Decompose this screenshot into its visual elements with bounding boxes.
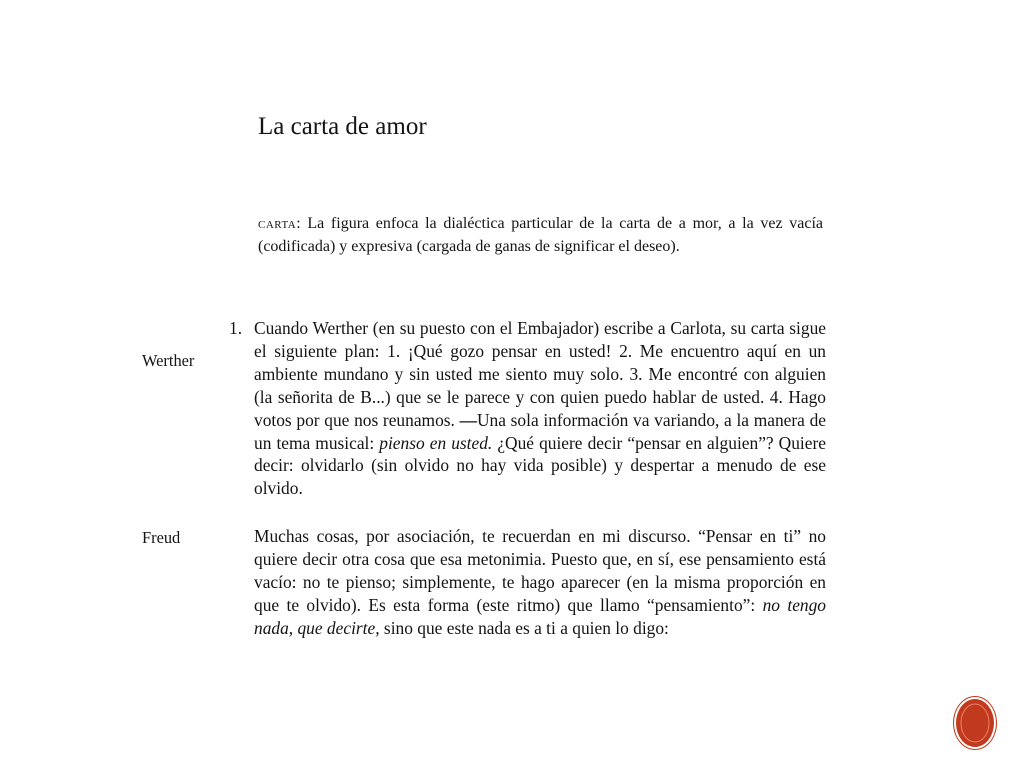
paragraph-werther-text-3: ¿Qué quiere decir “pensar en alguien”? Quiere decir: olvidarlo (sin olvido no hay vida posible) y despertar a menudo de ese olvido.: [254, 432, 826, 499]
definition-text: La figura enfoca la dialéctica particular de la carta de a mor, a la vez vacía (codificada) y expresiva (cargada de ganas de significar el deseo).: [258, 215, 823, 255]
next-slide-button[interactable]: [956, 699, 994, 747]
definition-paragraph: [258, 212, 823, 258]
paragraph-freud: [254, 525, 826, 640]
red-circle-button-icon: [956, 699, 994, 747]
paragraph-freud-italic: no tengo nada, que decirte,: [254, 594, 827, 638]
paragraph-werther-italic: pienso en usted.: [379, 432, 493, 453]
paragraph-werther-text-1: Cuando Werther (en su puesto con el Embajador) escribe a Carlota, su carta sigue el siguiente plan: 1. ¡Qué gozo pensar en usted! 2. Me encuentro aquí en un ambiente mundano y sin usted me siento muy solo. 3. Me encontré con alguien (la señorita de B...) que se le parece y con quien puedo hablar de usted. 4. Hago votos por que nos reunamos.: [254, 318, 826, 430]
paragraph-freud-text-2: sino que este nada es a ti a quien lo digo:: [379, 617, 669, 638]
margin-name-werther: Werther: [142, 351, 195, 370]
paragraph-werther-text-2: Una sola información va variando, a la manera de un tema musical:: [254, 409, 826, 453]
definition-term: carta: [258, 215, 297, 232]
list-item-number: 1.: [229, 318, 243, 338]
em-dash: —: [459, 409, 477, 430]
margin-name-freud: Freud: [142, 528, 181, 547]
paragraph-freud-text-1: Muchas cosas, por asociación, te recuerdan en mi discurso. “Pensar en ti” no quiere decir otra cosa que esa metonimia. Puesto que, en sí, ese pensamiento está vacío: no te pienso; simplemente, te hago aparecer (en la misma proporción en que te olvido). Es esta forma (este ritmo) que llamo “pensamiento”:: [254, 526, 826, 615]
paragraph-werther: [254, 317, 826, 500]
definition-colon: :: [296, 215, 301, 232]
slide-title: La carta de amor: [258, 113, 427, 140]
